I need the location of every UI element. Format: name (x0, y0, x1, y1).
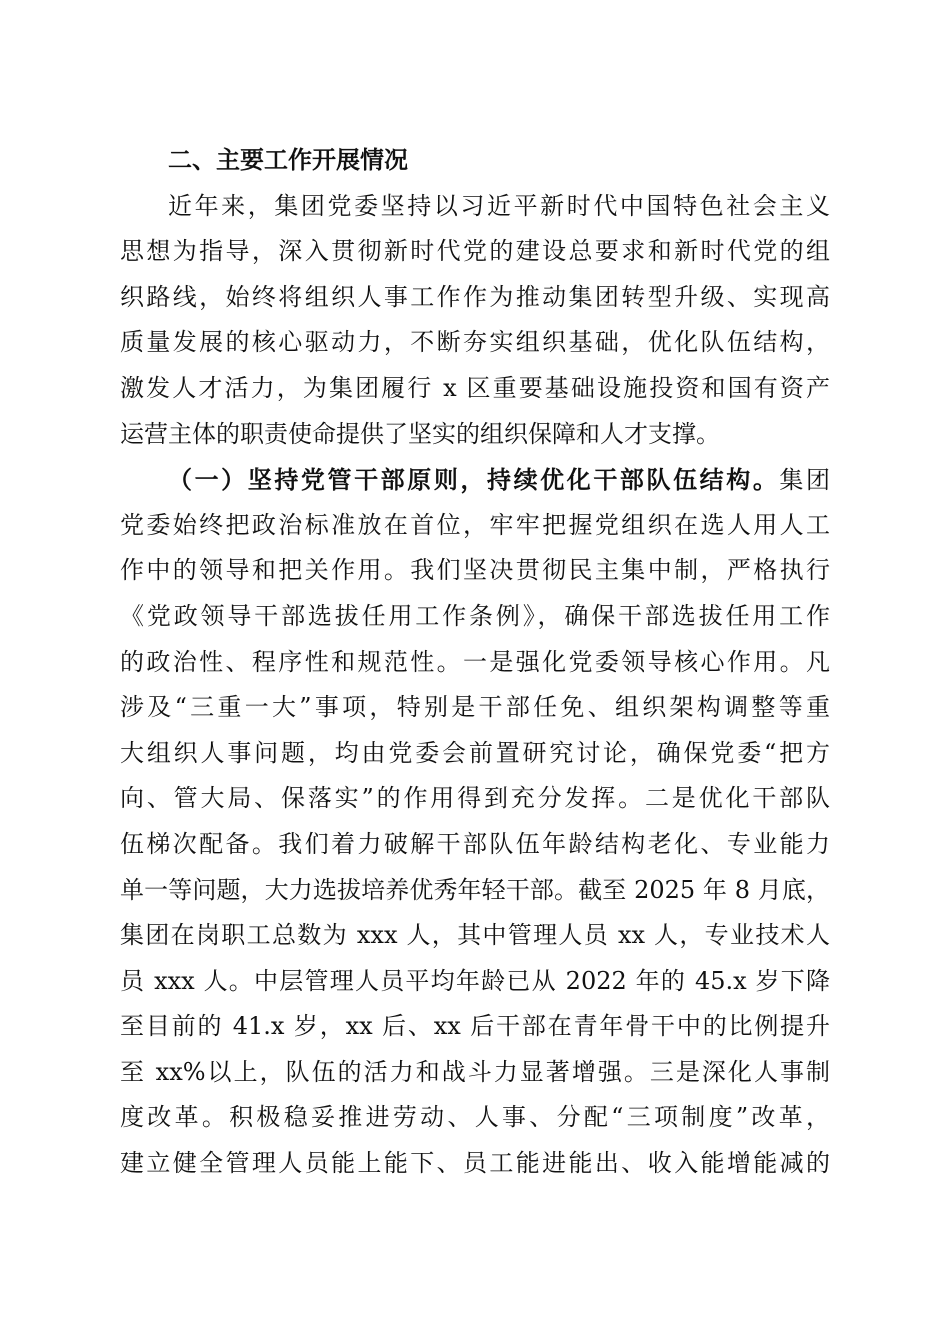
paragraph-line: 的政治性、程序性和规范性。一是强化党委领导核心作用。凡 (120, 647, 830, 676)
paragraph-line: 质量发展的核心驱动力，不断夯实组织基础，优化队伍结构， (120, 328, 830, 357)
paragraph-line: 织路线，始终将组织人事工作作为推动集团转型升级、实现高 (120, 282, 830, 311)
paragraph-line: 作中的领导和把关作用。我们坚决贯彻民主集中制，严格执行 (120, 556, 830, 585)
paragraph-line: 建立健全管理人员能上能下、员工能进能出、收入能增能减的 (120, 1149, 830, 1178)
paragraph-line: 至 xx%以上，队伍的活力和战斗力显著增强。三是深化人事制 (120, 1057, 830, 1086)
paragraph-line: 向、管大局、保落实”的作用得到充分发挥。二是优化干部队 (120, 784, 830, 813)
paragraph-line: 至目前的 41.x 岁，xx 后、xx 后干部在青年骨干中的比例提升 (120, 1012, 830, 1041)
paragraph-line: 党委始终把政治标准放在首位，牢牢把握党组织在选人用人工 (120, 510, 830, 539)
paragraph-line: 涉及“三重一大”事项，特别是干部任免、组织架构调整等重 (120, 693, 830, 722)
paragraph-line: 单一等问题，大力选拔培养优秀年轻干部。截至 2025 年 8 月底， (120, 875, 830, 904)
paragraph-line: 大组织人事问题，均由党委会前置研究讨论，确保党委“把方 (120, 738, 830, 767)
paragraph-line: 伍梯次配备。我们着力破解干部队伍年龄结构老化、专业能力 (120, 829, 830, 858)
subsection-paragraph (120, 457, 830, 1187)
paragraph-line: 运营主体的职责使命提供了坚实的组织保障和人才支撑。 (120, 419, 720, 448)
subsection-first-line-tail: 集团 (779, 466, 830, 495)
subsection-title: （一）坚持党管干部原则，持续优化干部队伍结构。 (168, 465, 780, 495)
document-body (120, 138, 830, 1187)
subsection-first-line (120, 457, 830, 503)
paragraph-line: 集团在岗职工总数为 xxx 人，其中管理人员 xx 人，专业技术人 (120, 921, 830, 950)
section-heading: 二、主要工作开展情况 (168, 146, 408, 174)
paragraph-line: 思想为指导，深入贯彻新时代党的建设总要求和新时代党的组 (120, 237, 830, 266)
intro-paragraph (120, 184, 830, 458)
paragraph-line: 度改革。积极稳妥推进劳动、人事、分配“三项制度”改革， (120, 1103, 830, 1132)
paragraph-line: 近年来，集团党委坚持以习近平新时代中国特色社会主义 (168, 191, 830, 220)
paragraph-line: 激发人才活力，为集团履行 x 区重要基础设施投资和国有资产 (120, 373, 830, 402)
paragraph-line: 员 xxx 人。中层管理人员平均年龄已从 2022 年的 45.x 岁下降 (120, 966, 830, 995)
paragraph-line: 《党政领导干部选拔任用工作条例》，确保干部选拔任用工作 (120, 601, 830, 630)
